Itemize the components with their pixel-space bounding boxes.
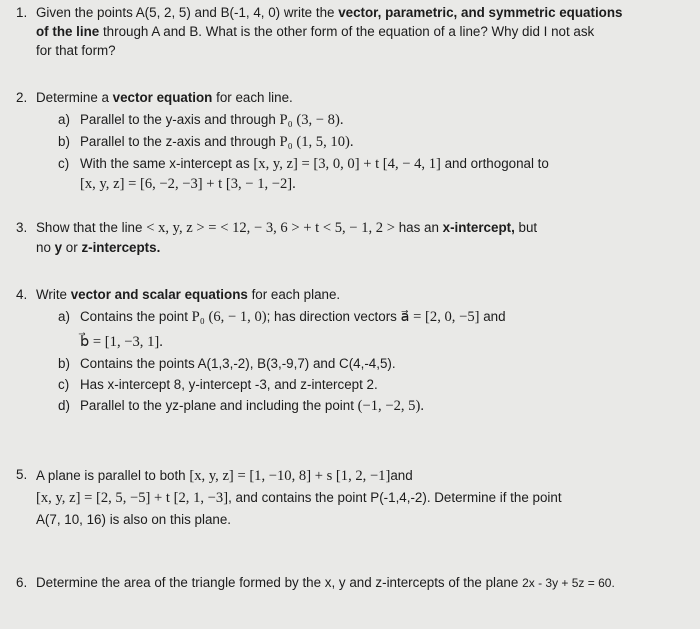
q5-text-3: A(7, 10, 16) is also on this plane. [36, 512, 232, 527]
q5-math-1: [x, y, z] = [1, −10, 8] + s [1, 2, −1] [189, 468, 391, 484]
q4-part-c [58, 375, 688, 394]
q2-part-c [58, 154, 688, 194]
q4-part-a-text-2: ; has direction vectors [266, 309, 401, 324]
q4-part-d-text: Parallel to the yz-plane and including the point [80, 398, 358, 413]
q2-part-c-text-1: With the same x-intercept as [80, 156, 254, 171]
q4-part-d-math: (−1, −2, 5). [357, 398, 424, 414]
q1-text-3: for that form? [36, 43, 116, 58]
q3-text-b: has an [394, 220, 443, 235]
q2-part-b [58, 132, 688, 152]
question-6-number: 6. [16, 575, 28, 590]
q1-bold-2: of the line [36, 24, 100, 39]
q4-part-b [58, 354, 688, 373]
q4-part-a-math-2: a⃗ = [2, 0, −5] [400, 309, 480, 325]
q4-part-a-math-3: b⃗ = [1, −3, 1]. [80, 334, 163, 350]
question-4 [16, 285, 688, 416]
q2-part-a-math: P₀ (3, − 8). [279, 112, 344, 128]
q2-part-c-math-2: [x, y, z] = [6, −2, −3] + t [3, − 1, −2]. [80, 176, 296, 192]
question-6 [16, 573, 692, 593]
q2-part-b-label: b) [58, 134, 70, 149]
q4-intro-a: Write [36, 287, 71, 302]
q4-part-a-text-3: and [479, 309, 506, 324]
q6-math: 2x - 3y + 5z = 60. [522, 576, 615, 590]
q3-bold-1: x-intercept, [442, 220, 515, 235]
q2-part-a-text: Parallel to the y-axis and through [80, 112, 280, 127]
q4-part-a-math-1: P₀ (6, − 1, 0) [191, 309, 267, 325]
q4-part-a [58, 307, 688, 352]
q3-bold-3: z-intercepts. [81, 240, 161, 255]
q4-part-c-label: c) [58, 377, 70, 392]
q5-text-b: and [390, 468, 413, 483]
q4-part-a-label: a) [58, 309, 70, 324]
q2-part-a [58, 110, 688, 130]
question-5-number: 5. [16, 467, 28, 482]
q3-line2-a: no [36, 240, 55, 255]
q3-text-c: but [514, 220, 538, 235]
q6-text: Determine the area of the triangle formed by the x, y and z-intercepts of the plane [36, 575, 523, 590]
q2-part-c-text-2: and orthogonal to [440, 156, 549, 171]
q2-part-b-math: P₀ (1, 5, 10). [279, 134, 354, 150]
question-2-number: 2. [16, 90, 28, 105]
question-1 [16, 3, 688, 60]
q2-part-c-label: c) [58, 156, 70, 171]
q4-part-a-text-1: Contains the point [80, 309, 192, 324]
q5-text-c: , and contains the point P(-1,4,-2). Determine if the point [228, 490, 562, 505]
q1-bold-1: vector, parametric, and symmetric equations [338, 5, 623, 20]
q3-line2-b: or [62, 240, 82, 255]
q4-part-b-text: Contains the points A(1,3,-2), B(3,-9,7) and C(4,-4,5). [80, 356, 396, 371]
q4-part-c-text: Has x-intercept 8, y-intercept -3, and z-intercept 2. [80, 377, 378, 392]
question-5 [16, 465, 688, 531]
question-1-number: 1. [16, 5, 28, 20]
q1-text-1: Given the points A(5, 2, 5) and B(-1, 4, 0) write the [36, 5, 339, 20]
q2-intro-c: for each line. [212, 90, 293, 105]
q3-text-a: Show that the line [36, 220, 147, 235]
q5-text-a: A plane is parallel to both [36, 468, 190, 483]
q5-math-2: [x, y, z] = [2, 5, −5] + t [2, 1, −3] [36, 490, 229, 506]
q2-part-a-label: a) [58, 112, 70, 127]
question-4-number: 4. [16, 287, 28, 302]
q1-text-2: through A and B. What is the other form of the equation of a line? Why did I not ask [99, 24, 595, 39]
question-2 [16, 88, 688, 194]
q2-intro-bold: vector equation [112, 90, 213, 105]
q4-intro-c: for each plane. [247, 287, 341, 302]
q4-part-d [58, 396, 688, 416]
question-3 [16, 218, 688, 257]
q3-math: < x, y, z > = < 12, − 3, 6 > + t < 5, − 1, 2 > [146, 220, 395, 236]
question-3-number: 3. [16, 220, 28, 235]
q4-part-d-label: d) [58, 398, 70, 413]
q2-intro-a: Determine a [36, 90, 113, 105]
q2-part-c-math-1: [x, y, z] = [3, 0, 0] + t [4, − 4, 1] [253, 156, 441, 172]
q4-intro-bold: vector and scalar equations [70, 287, 248, 302]
q2-part-b-text: Parallel to the z-axis and through [80, 134, 280, 149]
q3-bold-2: y [54, 240, 63, 255]
q4-part-b-label: b) [58, 356, 70, 371]
